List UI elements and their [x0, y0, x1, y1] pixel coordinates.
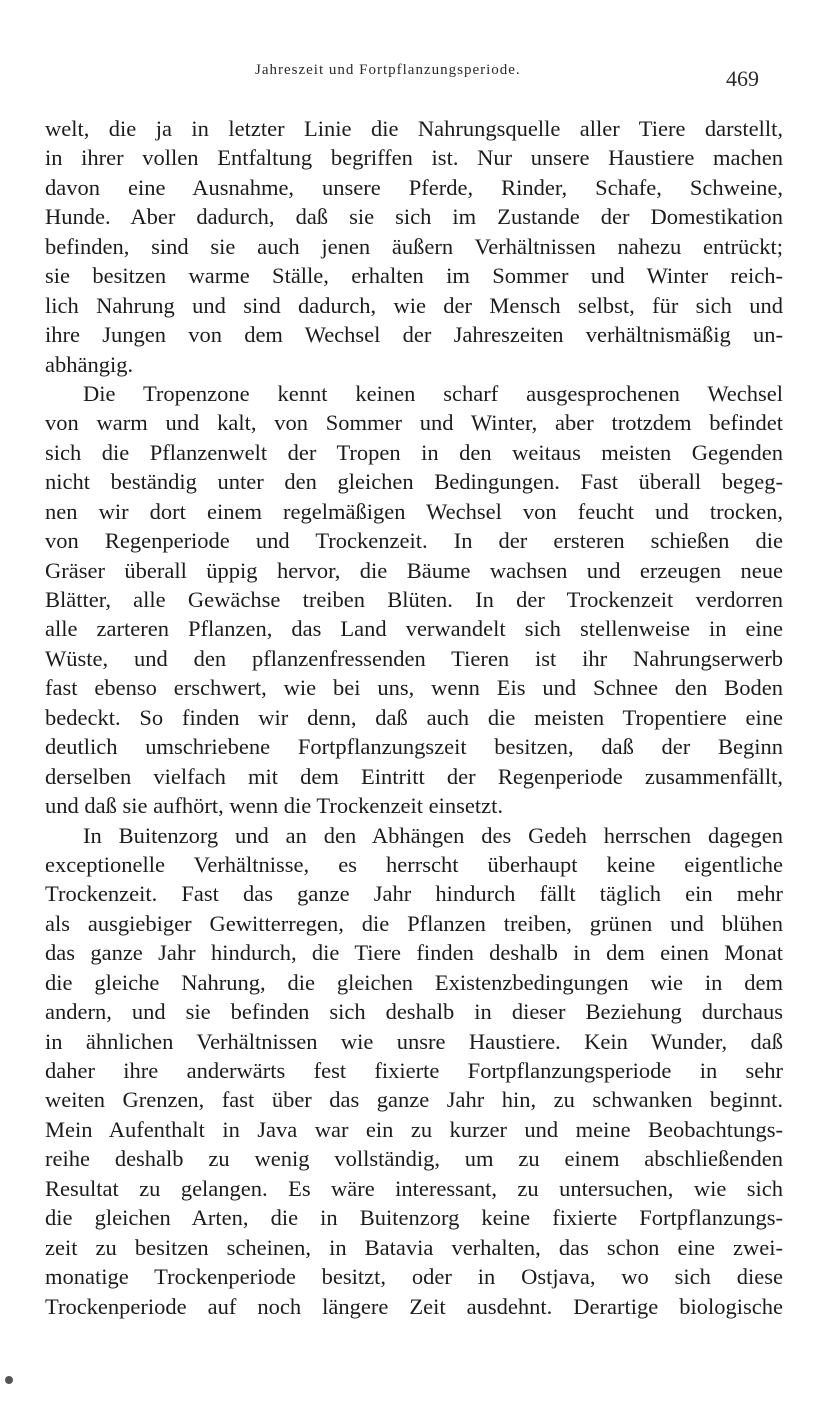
- text-line: abhängig.: [45, 351, 134, 377]
- text-line: in ihrer vollen Entfaltung begriffen ist. Nur unsere Haustiere machen: [45, 145, 783, 171]
- text-line: in ähnlichen Verhältnissen wie unsre Haustiere. Kein Wunder, daß: [45, 1028, 783, 1054]
- text-line: welt, die ja in letzter Linie die Nahrungsquelle aller Tiere darstellt,: [45, 116, 783, 141]
- text-line: Gräser überall üppig hervor, die Bäume wachsen und erzeugen neue: [45, 557, 783, 583]
- text-line: monatige Trockenperiode besitzt, oder in Ostjava, wo sich diese: [45, 1264, 783, 1290]
- text-line: Die Tropenzone kennt keinen scharf ausgesprochenen Wechsel: [83, 380, 783, 406]
- text-line: weiten Grenzen, fast über das ganze Jahr hin, zu schwanken beginnt.: [45, 1087, 783, 1113]
- text-line: derselben vielfach mit dem Eintritt der Regenperiode zusammenfällt,: [45, 763, 783, 789]
- text-line: Hunde. Aber dadurch, daß sie sich im Zustande der Domestikation: [45, 204, 783, 230]
- text-line: ihre Jungen von dem Wechsel der Jahreszeiten verhältnismäßig un-: [45, 322, 783, 348]
- text-line: andern, und sie befinden sich deshalb in dieser Beziehung durchaus: [45, 999, 783, 1025]
- text-line: Wüste, und den pflanzenfressenden Tieren ist ihr Nahrungserwerb: [45, 645, 783, 671]
- scan-speck: [5, 1376, 13, 1384]
- text-line: davon eine Ausnahme, unsere Pferde, Rinder, Schafe, Schweine,: [45, 174, 783, 200]
- text-line: deutlich umschriebene Fortpflanzungszeit besitzen, daß der Beginn: [45, 734, 783, 760]
- text-line: als ausgiebiger Gewitterregen, die Pflanzen treiben, grünen und blühen: [45, 910, 783, 936]
- text-line: exceptionelle Verhältnisse, es herrscht überhaupt keine eigentliche: [45, 851, 783, 877]
- text-line: das ganze Jahr hindurch, die Tiere finden deshalb in dem einen Monat: [45, 940, 783, 966]
- text-line: Trockenperiode auf noch längere Zeit ausdehnt. Derartige biologische: [45, 1293, 783, 1319]
- text-line: Blätter, alle Gewächse treiben Blüten. In der Trockenzeit verdorren: [45, 587, 783, 612]
- page-number: 469: [726, 66, 759, 91]
- text-line: alle zarteren Pflanzen, das Land verwandelt sich stellenweise in eine: [45, 616, 783, 642]
- text-line: von Regenperiode und Trockenzeit. In der ersteren schießen die: [45, 528, 783, 554]
- text-line: lich Nahrung und sind dadurch, wie der Mensch selbst, für sich und: [45, 292, 783, 318]
- text-line: bedeckt. So finden wir denn, daß auch die meisten Tropentiere eine: [45, 704, 783, 730]
- text-line: befinden, sind sie auch jenen äußern Verhältnissen nahezu entrückt;: [45, 233, 783, 259]
- text-line: nicht beständig unter den gleichen Bedingungen. Fast überall begeg-: [45, 469, 783, 495]
- text-line: Mein Aufenthalt in Java war ein zu kurzer und meine Beobachtungs-: [45, 1116, 783, 1142]
- text-line: zeit zu besitzen scheinen, in Batavia verhalten, das schon eine zwei-: [45, 1234, 783, 1260]
- text-line: Trockenzeit. Fast das ganze Jahr hindurch fällt täglich ein mehr: [45, 881, 783, 907]
- text-line: die gleiche Nahrung, die gleichen Existenzbedingungen wie in dem: [45, 969, 783, 995]
- text-line: reihe deshalb zu wenig vollständig, um zu einem abschließenden: [45, 1146, 783, 1172]
- text-line: sie besitzen warme Ställe, erhalten im Sommer und Winter reich-: [45, 263, 783, 289]
- text-line: die gleichen Arten, die in Buitenzorg keine fixierte Fortpflanzungs-: [45, 1205, 783, 1231]
- text-line: fast ebenso erschwert, wie bei uns, wenn Eis und Schnee den Boden: [45, 675, 783, 701]
- text-line: daher ihre anderwärts fest fixierte Fortpflanzungsperiode in sehr: [45, 1058, 783, 1083]
- text-line: In Buitenzorg und an den Abhängen des Gedeh herrschen dagegen: [83, 822, 783, 848]
- text-line: Resultat zu gelangen. Es wäre interessant, zu untersuchen, wie sich: [45, 1175, 783, 1201]
- body-text: [45, 114, 783, 1321]
- text-line: und daß sie aufhört, wenn die Trockenzeit einsetzt.: [45, 793, 504, 819]
- running-title: Jahreszeit und Fortpflanzungsperiode.: [255, 62, 521, 78]
- text-line: sich die Pflanzenwelt der Tropen in den weitaus meisten Gegenden: [45, 439, 783, 465]
- text-line: von warm und kalt, von Sommer und Winter, aber trotzdem befindet: [45, 410, 783, 436]
- text-line: nen wir dort einem regelmäßigen Wechsel von feucht und trocken,: [45, 498, 783, 524]
